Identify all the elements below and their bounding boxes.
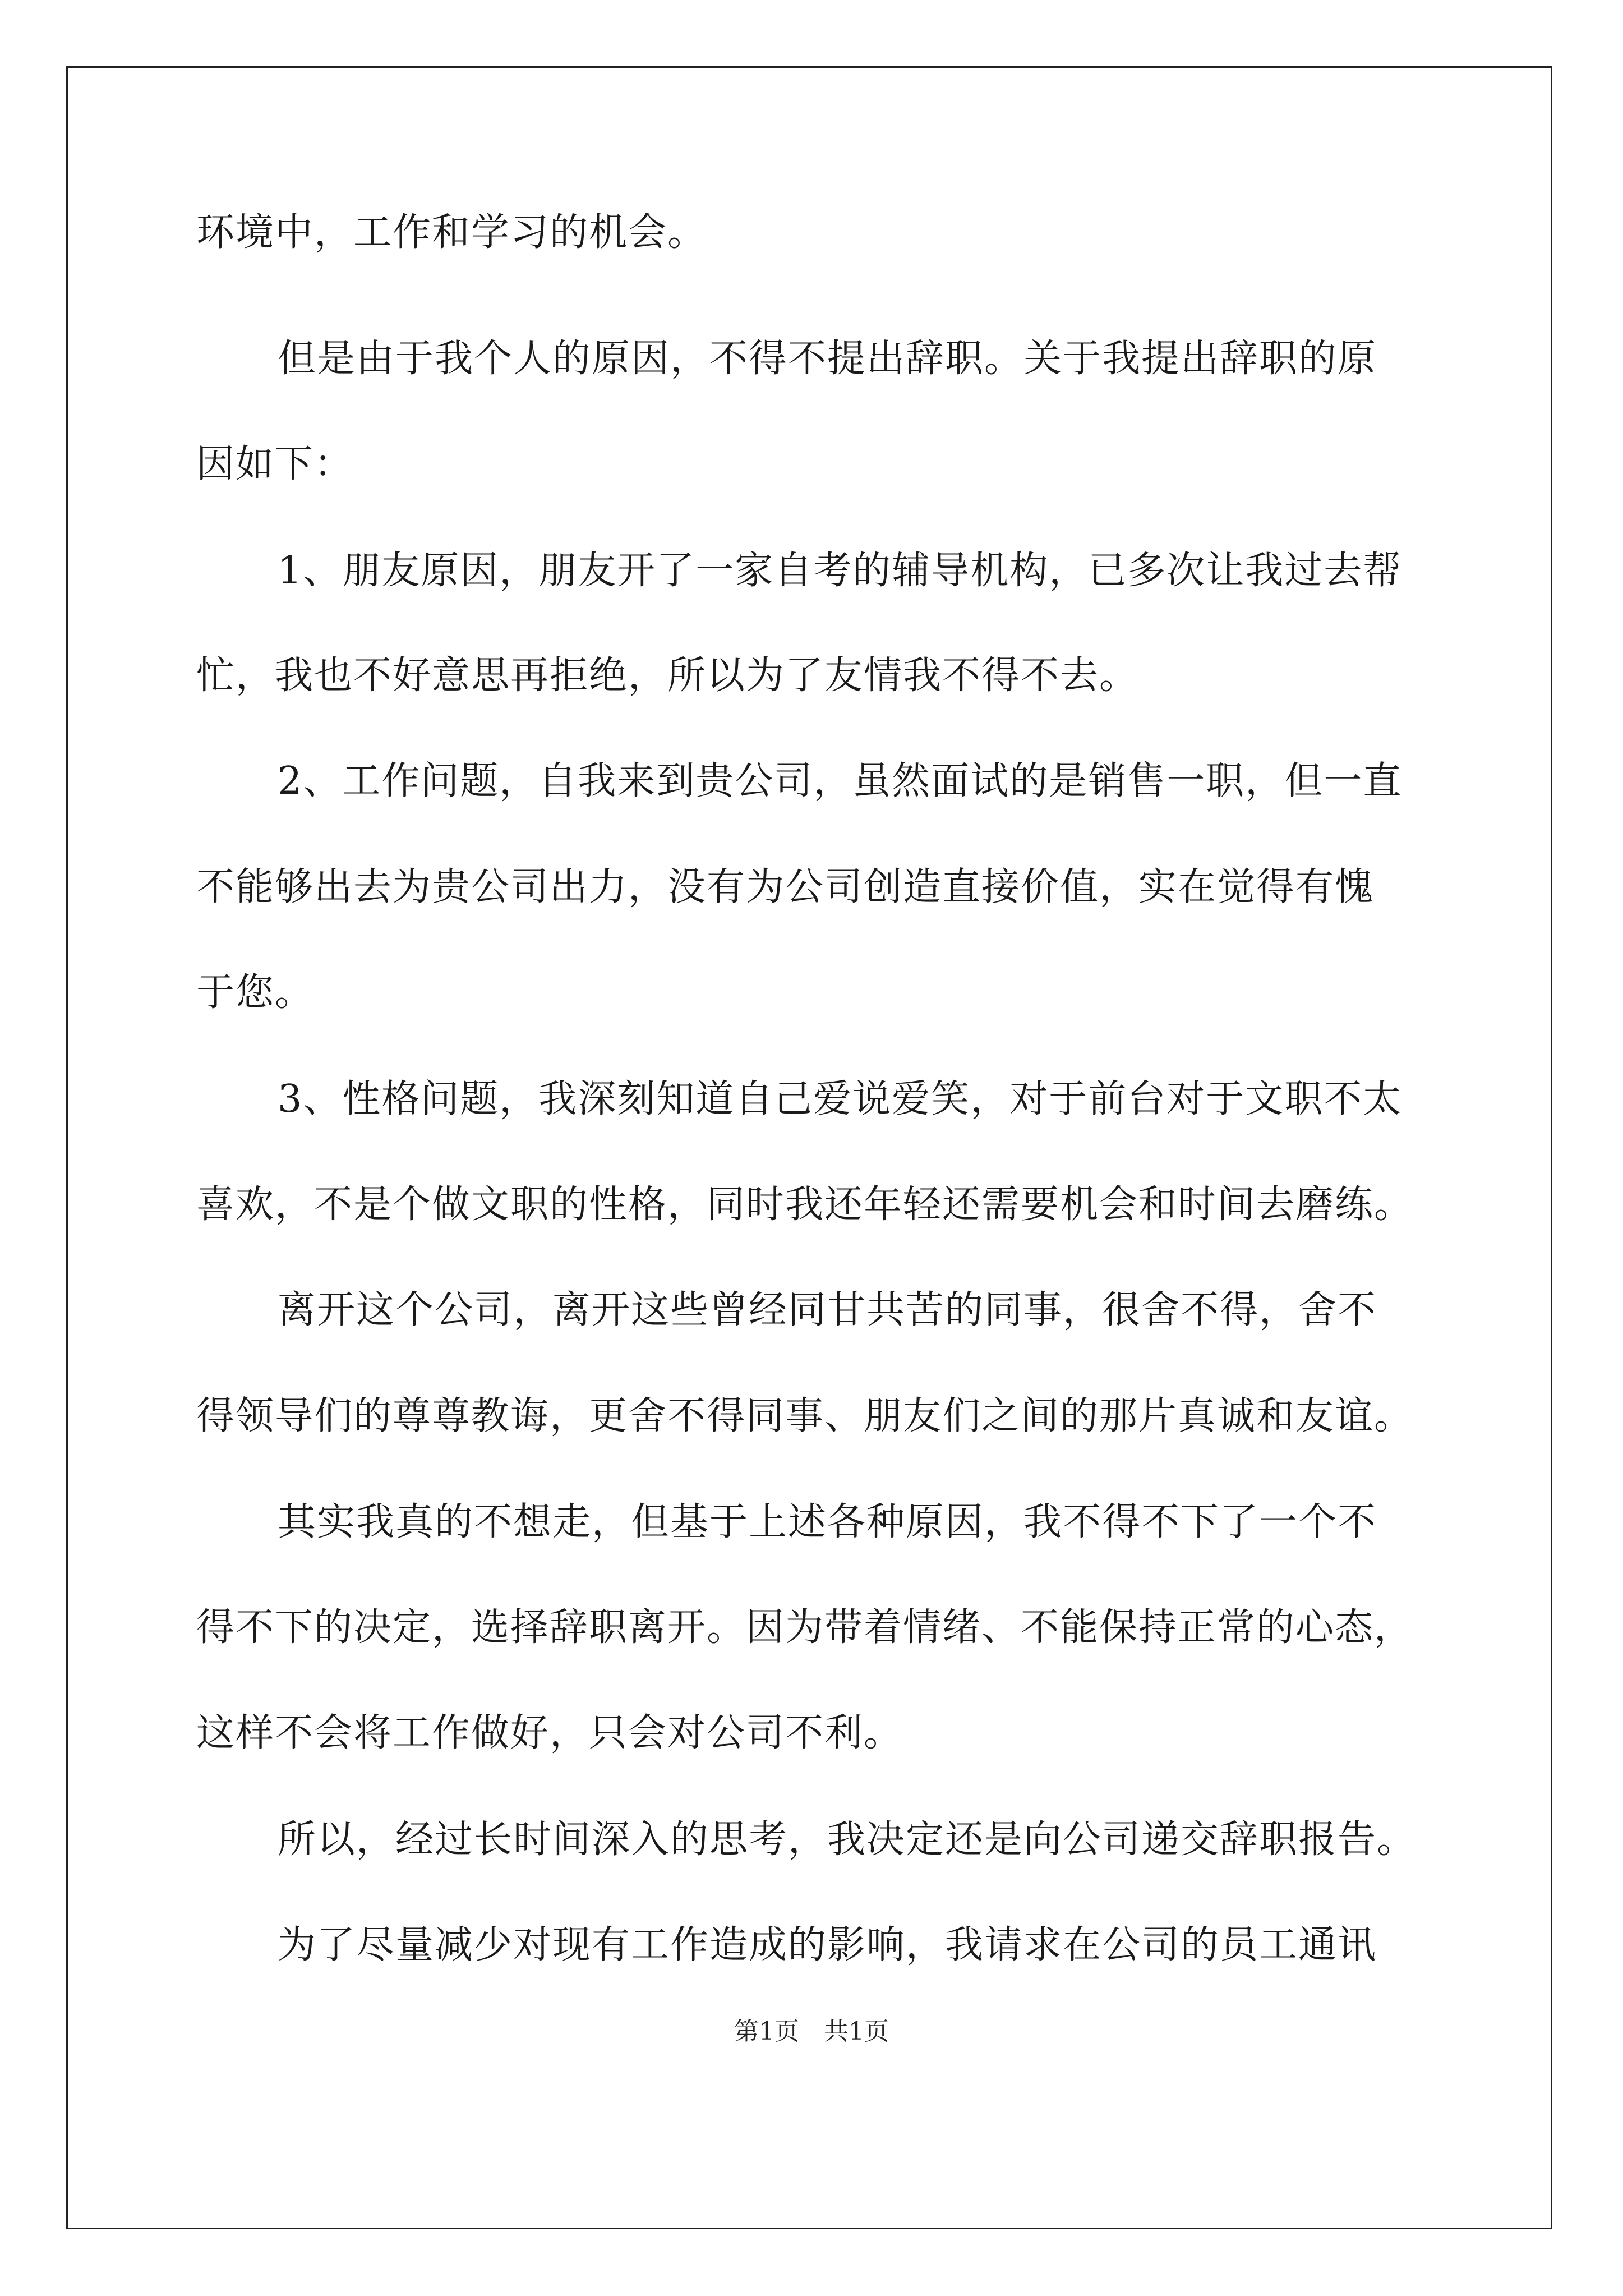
- text-line: 因如下：: [196, 442, 354, 486]
- text-line: 离开这个公司，离开这些曾经同甘共苦的同事，很舍不得，舍不: [278, 1288, 1377, 1332]
- text-line: 喜欢，不是个做文职的性格，同时我还年轻还需要机会和时间去磨练。: [196, 1182, 1414, 1227]
- text-line: 1、朋友原因，朋友开了一家自考的辅导机构，已多次让我过去帮: [278, 549, 1403, 593]
- text-line: 得领导们的尊尊教诲，更舍不得同事、朋友们之间的那片真诚和友谊。: [196, 1394, 1414, 1438]
- text-line: 忙，我也不好意思再拒绝，所以为了友情我不得不去。: [196, 654, 1139, 698]
- text-line: 但是由于我个人的原因，不得不提出辞职。关于我提出辞职的原: [278, 337, 1377, 381]
- text-line: 为了尽量减少对现有工作造成的影响，我请求在公司的员工通讯: [278, 1923, 1377, 1967]
- text-line: 所以，经过长时间深入的思考，我决定还是向公司递交辞职报告。: [278, 1818, 1417, 1862]
- text-line: 得不下的决定，选择辞职离开。因为带着情绪、不能保持正常的心态，: [196, 1605, 1414, 1650]
- text-line: 2、工作问题，自我来到贵公司，虽然面试的是销售一职，但一直: [278, 759, 1403, 803]
- text-line: 3、性格问题，我深刻知道自己爱说爱笑，对于前台对于文职不太: [278, 1077, 1403, 1121]
- text-line: 不能够出去为贵公司出力，没有为公司创造直接价值，实在觉得有愧: [196, 865, 1375, 909]
- text-line: 于您。: [196, 970, 315, 1015]
- page-border: [66, 66, 1552, 2229]
- text-line: 环境中，工作和学习的机会。: [196, 210, 707, 255]
- page-footer: 第1页 共1页: [734, 2017, 889, 2046]
- text-line: 其实我真的不想走，但基于上述各种原因，我不得不下了一个不: [278, 1500, 1377, 1544]
- text-line: 这样不会将工作做好，只会对公司不利。: [196, 1711, 903, 1755]
